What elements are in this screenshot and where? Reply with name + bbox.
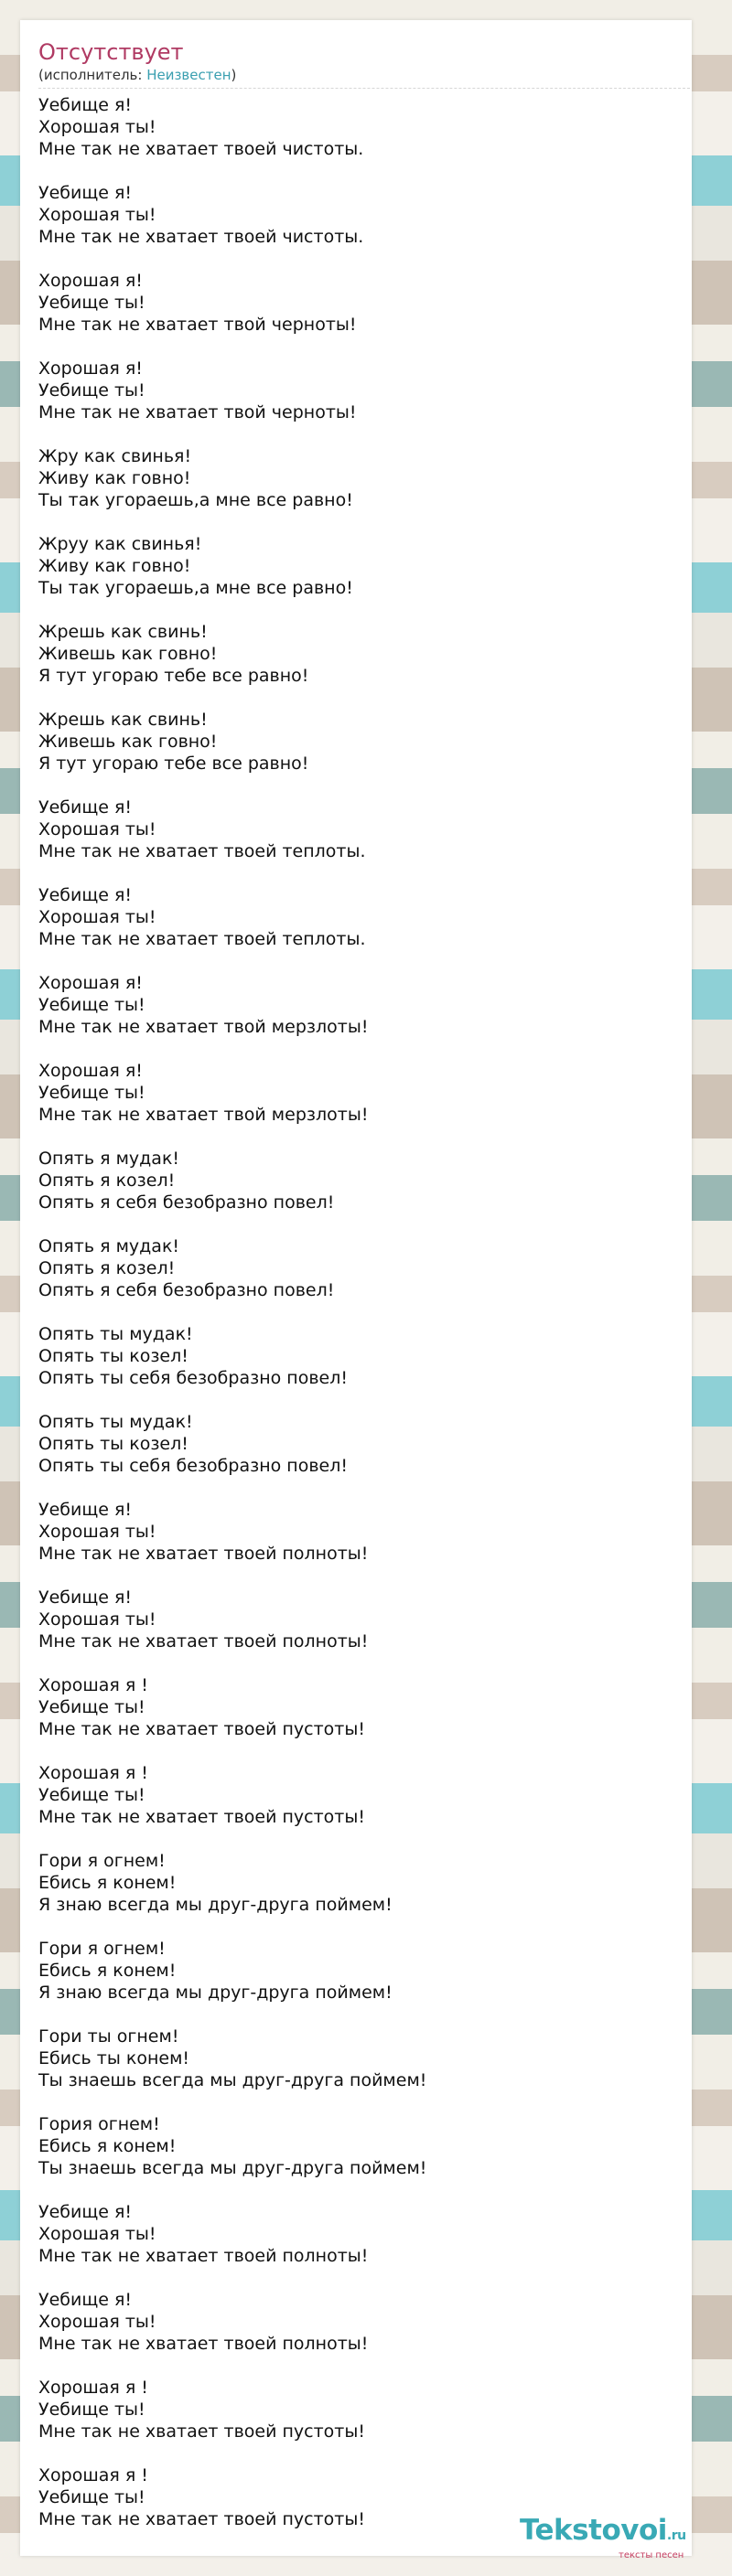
lyrics-line: Уебище ты! xyxy=(38,2400,145,2420)
lyrics-line: Жрешь как свинь! xyxy=(38,622,208,642)
performer-link[interactable]: Неизвестен xyxy=(146,67,231,83)
lyrics-line: Мне так не хватает твоей чистоты. xyxy=(38,139,364,159)
lyrics-line: Хорошая ты! xyxy=(38,2312,156,2332)
lyrics-line: Мне так не хватает твоей пустоты! xyxy=(38,2421,365,2442)
performer-close: ) xyxy=(231,67,237,83)
lyrics-line: Хорошая ты! xyxy=(38,2224,156,2244)
lyrics-stanza xyxy=(38,709,690,775)
lyrics-stanza xyxy=(38,2113,690,2179)
performer-label: (исполнитель: xyxy=(38,67,147,83)
lyrics-line: Опять я козел! xyxy=(38,1258,176,1278)
lyrics-line: Ты так угораешь,а мне все равно! xyxy=(38,578,353,598)
lyrics-stanza xyxy=(38,270,690,336)
lyrics-line: Мне так не хватает твоей полноты! xyxy=(38,2246,369,2266)
lyrics-line: Живешь как говно! xyxy=(38,644,218,664)
lyrics-line: Хорошая я! xyxy=(38,358,143,379)
lyrics-line: Хорошая ты! xyxy=(38,1609,156,1630)
lyrics-stanza xyxy=(38,1323,690,1389)
lyrics-line: Хорошая ты! xyxy=(38,1522,156,1542)
lyrics-line: Опять я себя безобразно повел! xyxy=(38,1192,335,1213)
lyrics-line: Опять ты себя безобразно повел! xyxy=(38,1456,348,1476)
lyrics-line: Мне так не хватает твоей полноты! xyxy=(38,1631,369,1651)
song-header xyxy=(38,38,690,89)
lyrics-stanza xyxy=(38,1674,690,1740)
lyrics-line: Гори я огнем! xyxy=(38,1939,166,1959)
lyrics-line: Гория огнем! xyxy=(38,2114,160,2134)
lyrics-stanza xyxy=(38,1235,690,1301)
lyrics-line: Мне так не хватает твоей полноты! xyxy=(38,2334,369,2354)
lyrics-stanza xyxy=(38,1587,690,1652)
lyrics-card xyxy=(20,20,692,2556)
lyrics-line: Уебище я! xyxy=(38,1587,133,1608)
lyrics-line: Мне так не хватает твой мерзлоты! xyxy=(38,1105,369,1125)
performer-line xyxy=(38,66,690,89)
lyrics-stanza xyxy=(38,1762,690,1828)
lyrics-stanza xyxy=(38,2201,690,2267)
lyrics-line: Уебище ты! xyxy=(38,293,145,313)
lyrics-line: Уебище я! xyxy=(38,2290,133,2310)
lyrics-line: Мне так не хватает твой черноты! xyxy=(38,315,357,335)
lyrics-line: Опять ты козел! xyxy=(38,1434,188,1454)
lyrics-stanza xyxy=(38,1938,690,2004)
lyrics-line: Жру как свинья! xyxy=(38,446,192,466)
lyrics-line: Уебище я! xyxy=(38,1500,133,1520)
lyrics-line: Уебище ты! xyxy=(38,2487,145,2507)
lyrics-line: Опять ты козел! xyxy=(38,1346,188,1366)
lyrics-line: Ты знаешь всегда мы друг-друга поймем! xyxy=(38,2158,427,2178)
lyrics-line: Жрешь как свинь! xyxy=(38,710,208,730)
lyrics-stanza xyxy=(38,1060,690,1126)
lyrics-stanza xyxy=(38,621,690,687)
logo-wordmark xyxy=(520,2515,732,2551)
lyrics-line: Уебище я! xyxy=(38,183,133,203)
lyrics-line: Гори я огнем! xyxy=(38,1851,166,1871)
lyrics-line: Мне так не хватает твоей пустоты! xyxy=(38,1719,365,1739)
lyrics-stanza xyxy=(38,1411,690,1477)
lyrics-line: Живешь как говно! xyxy=(38,732,218,752)
lyrics-stanza xyxy=(38,358,690,423)
lyrics-line: Мне так не хватает твой мерзлоты! xyxy=(38,1017,369,1037)
lyrics-line: Ебись я конем! xyxy=(38,2136,177,2156)
lyrics-line: Опять я себя безобразно повел! xyxy=(38,1280,335,1300)
lyrics-line: Мне так не хватает твоей чистоты. xyxy=(38,227,364,247)
lyrics-stanza xyxy=(38,182,690,248)
lyrics-line: Хорошая я! xyxy=(38,271,143,291)
lyrics-line: Хорошая я ! xyxy=(38,1675,148,1695)
lyrics-line: Уебище ты! xyxy=(38,1785,145,1805)
lyrics-line: Ты знаешь всегда мы друг-друга поймем! xyxy=(38,2070,427,2090)
lyrics-line: Хорошая ты! xyxy=(38,205,156,225)
lyrics-line: Уебище ты! xyxy=(38,1083,145,1103)
lyrics-text xyxy=(38,94,690,2552)
lyrics-line: Хорошая я! xyxy=(38,1061,143,1081)
lyrics-line: Хорошая ты! xyxy=(38,117,156,137)
lyrics-line: Мне так не хватает твоей пустоты! xyxy=(38,2509,365,2529)
lyrics-line: Гори ты огнем! xyxy=(38,2026,179,2047)
lyrics-line: Опять ты мудак! xyxy=(38,1324,193,1344)
lyrics-stanza xyxy=(38,94,690,160)
lyrics-line: Опять я мудак! xyxy=(38,1149,180,1169)
lyrics-line: Живу как говно! xyxy=(38,556,191,576)
lyrics-stanza xyxy=(38,884,690,950)
lyrics-line: Опять ты мудак! xyxy=(38,1412,193,1432)
lyrics-line: Уебище я! xyxy=(38,95,133,115)
lyrics-line: Я знаю всегда мы друг-друга поймем! xyxy=(38,1895,393,1915)
lyrics-line: Я знаю всегда мы друг-друга поймем! xyxy=(38,1983,393,2003)
lyrics-stanza xyxy=(38,2377,690,2442)
lyrics-line: Опять я мудак! xyxy=(38,1236,180,1256)
lyrics-stanza xyxy=(38,445,690,511)
lyrics-line: Ебись я конем! xyxy=(38,1961,177,1981)
lyrics-line: Я тут угораю тебе все равно! xyxy=(38,754,309,774)
lyrics-line: Мне так не хватает твоей теплоты. xyxy=(38,929,366,949)
lyrics-stanza xyxy=(38,1148,690,1213)
lyrics-stanza xyxy=(38,972,690,1038)
lyrics-line: Жруу как свинья! xyxy=(38,534,202,554)
lyrics-line: Мне так не хватает твой черноты! xyxy=(38,402,357,422)
lyrics-line: Хорошая я ! xyxy=(38,2378,148,2398)
lyrics-line: Уебище ты! xyxy=(38,995,145,1015)
song-title: Отсутствует xyxy=(38,39,184,65)
lyrics-line: Ебись ты конем! xyxy=(38,2048,190,2068)
lyrics-line: Ебись я конем! xyxy=(38,1873,177,1893)
site-logo[interactable] xyxy=(520,2514,732,2560)
lyrics-line: Мне так не хватает твоей пустоты! xyxy=(38,1807,365,1827)
lyrics-line: Опять я козел! xyxy=(38,1170,176,1191)
lyrics-line: Мне так не хватает твоей теплоты. xyxy=(38,841,366,861)
lyrics-line: Хорошая ты! xyxy=(38,819,156,839)
logo-name: Tekstovoi xyxy=(520,2514,667,2547)
lyrics-line: Хорошая ты! xyxy=(38,907,156,927)
lyrics-line: Мне так не хватает твоей полноты! xyxy=(38,1544,369,1564)
lyrics-stanza xyxy=(38,2289,690,2355)
lyrics-line: Хорошая я! xyxy=(38,973,143,993)
lyrics-line: Уебище ты! xyxy=(38,1697,145,1717)
logo-tld: .ru xyxy=(666,2528,686,2543)
lyrics-line: Хорошая я ! xyxy=(38,2465,148,2485)
lyrics-line: Хорошая я ! xyxy=(38,1763,148,1783)
lyrics-stanza xyxy=(38,533,690,599)
lyrics-line: Уебище я! xyxy=(38,2202,133,2222)
lyrics-stanza xyxy=(38,1499,690,1565)
lyrics-line: Я тут угораю тебе все равно! xyxy=(38,666,309,686)
lyrics-line: Живу как говно! xyxy=(38,468,191,488)
lyrics-line: Уебище я! xyxy=(38,885,133,905)
lyrics-line: Опять ты себя безобразно повел! xyxy=(38,1368,348,1388)
lyrics-line: Уебище ты! xyxy=(38,380,145,401)
logo-tagline: тексты песен xyxy=(619,2550,684,2560)
lyrics-stanza xyxy=(38,2026,690,2091)
lyrics-line: Уебище я! xyxy=(38,797,133,818)
lyrics-stanza xyxy=(38,1850,690,1916)
lyrics-line: Ты так угораешь,а мне все равно! xyxy=(38,490,353,510)
lyrics-stanza xyxy=(38,796,690,862)
